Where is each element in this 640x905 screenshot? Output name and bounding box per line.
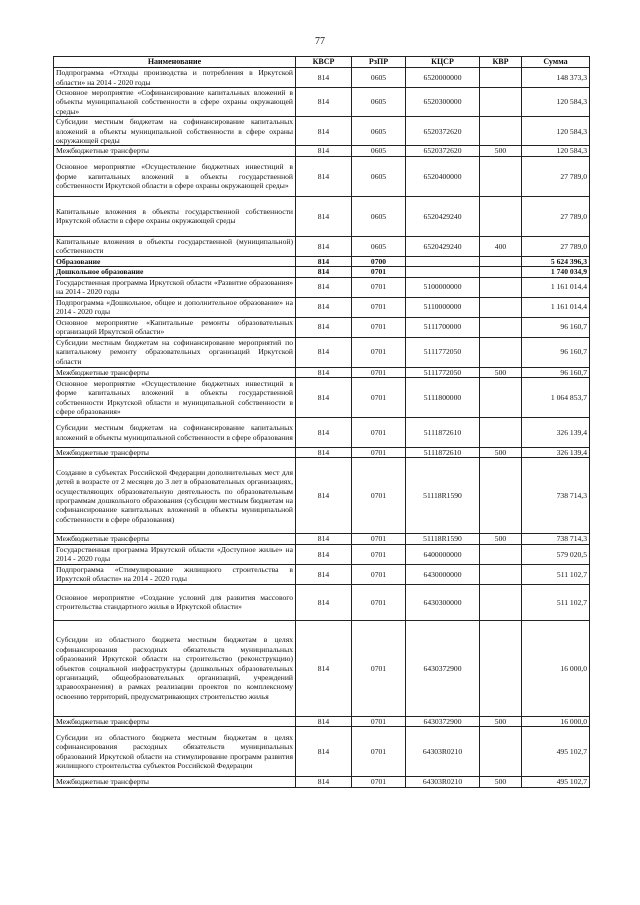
cell-kvsr: 814 [296,418,352,448]
cell-rzpr: 0701 [352,277,406,297]
cell-kvsr: 814 [296,68,352,88]
table-row [54,584,590,620]
table-row [54,448,590,458]
cell-kcsr: 51118R1590 [406,534,480,544]
cell-name: Основное мероприятие «Софинансирование капитальных вложений в объекты муниципальной собственности в сфере охраны окружающей среды» [54,88,296,117]
cell-sum: 16 000,0 [522,716,590,726]
header-kvr: КВР [480,57,522,68]
cell-kcsr: 64303R0210 [406,777,480,787]
header-kcsr: КЦСР [406,57,480,68]
cell-rzpr: 0605 [352,156,406,196]
cell-sum: 326 139,4 [522,448,590,458]
cell-kvr [480,458,522,534]
cell-kcsr: 5100000000 [406,277,480,297]
cell-name: Капитальные вложения в объекты государственной (муниципальной) собственности [54,236,296,256]
cell-name: Образование [54,256,296,266]
table-body [54,68,590,788]
cell-rzpr: 0605 [352,117,406,146]
cell-sum: 96 160,7 [522,337,590,367]
cell-kvr [480,267,522,277]
cell-kvr [480,337,522,367]
cell-name: Межбюджетные трансферты [54,448,296,458]
cell-kvsr: 814 [296,367,352,377]
cell-rzpr: 0701 [352,448,406,458]
cell-kvr [480,88,522,117]
cell-name: Государственная программа Иркутской области «Развитие образования» на 2014 - 2020 годы [54,277,296,297]
table-row [54,277,590,297]
cell-kvr [480,156,522,196]
cell-kvr [480,564,522,584]
cell-rzpr: 0701 [352,564,406,584]
cell-kvr [480,117,522,146]
cell-sum: 1 161 014,4 [522,297,590,317]
table-row [54,256,590,266]
cell-sum: 120 584,3 [522,146,590,156]
cell-sum: 738 714,3 [522,458,590,534]
cell-rzpr: 0701 [352,317,406,337]
table-row [54,236,590,256]
cell-kcsr: 6520372620 [406,117,480,146]
table-row [54,418,590,448]
cell-kvr [480,620,522,716]
cell-sum: 27 789,0 [522,236,590,256]
cell-kcsr: 5111800000 [406,378,480,418]
cell-kcsr: 5111700000 [406,317,480,337]
cell-name: Основное мероприятие «Осуществление бюджетных инвестиций в форме капитальных вложений в объекты государственной собственности Иркутской области и муниципальной собственности в сфере образования» [54,378,296,418]
cell-kvsr: 814 [296,277,352,297]
table-row [54,534,590,544]
cell-name: Основное мероприятие «Создание условий для развития массового строительства стандартного жилья в Иркутской области» [54,584,296,620]
cell-sum: 738 714,3 [522,534,590,544]
cell-kvsr: 814 [296,727,352,777]
cell-kvsr: 814 [296,146,352,156]
cell-rzpr: 0605 [352,88,406,117]
cell-kcsr: 6520372620 [406,146,480,156]
cell-sum: 5 624 396,3 [522,256,590,266]
cell-name: Межбюджетные трансферты [54,534,296,544]
cell-kvsr: 814 [296,564,352,584]
cell-kvsr: 814 [296,297,352,317]
table-row [54,727,590,777]
cell-kvr: 500 [480,777,522,787]
table-row [54,88,590,117]
cell-kcsr: 6520429240 [406,196,480,236]
table-row [54,716,590,726]
cell-sum: 1 161 014,4 [522,277,590,297]
budget-table [53,56,590,788]
cell-kvr [480,277,522,297]
cell-name: Создание в субъектах Российской Федерации дополнительных мест для детей в возрасте от 2 месяцев до 3 лет в образовательных организациях, осуществляющих образовательную деятельность по образовательным программам дошкольного образования (субсидии местным бюджетам на софинансирование капитальных вложений в объекты муниципальной собственности в сфере образования) [54,458,296,534]
cell-sum: 27 789,0 [522,156,590,196]
cell-kcsr: 5110000000 [406,297,480,317]
cell-rzpr: 0701 [352,418,406,448]
cell-name: Подпрограмма «Стимулирование жилищного строительства в Иркутской области» на 2014 - 2020 годы [54,564,296,584]
cell-kvsr: 814 [296,117,352,146]
cell-sum: 148 373,3 [522,68,590,88]
cell-kvr [480,297,522,317]
cell-kvr: 500 [480,716,522,726]
cell-name: Субсидии местным бюджетам на софинансирование капитальных вложений в объекты муниципальной собственности в сфере образования [54,418,296,448]
table-row [54,544,590,564]
cell-kvsr: 814 [296,317,352,337]
table-row [54,68,590,88]
cell-kvr: 500 [480,448,522,458]
cell-kcsr: 6520000000 [406,68,480,88]
cell-kvr [480,256,522,266]
cell-kvsr: 814 [296,236,352,256]
cell-kvsr: 814 [296,620,352,716]
cell-kvsr: 814 [296,267,352,277]
cell-sum: 96 160,7 [522,367,590,377]
cell-kvsr: 814 [296,88,352,117]
cell-kvsr: 814 [296,378,352,418]
cell-kvr: 400 [480,236,522,256]
cell-kvr: 500 [480,367,522,377]
cell-sum: 120 584,3 [522,117,590,146]
cell-kvsr: 814 [296,544,352,564]
cell-rzpr: 0701 [352,297,406,317]
table-row [54,378,590,418]
cell-kcsr: 5111772050 [406,367,480,377]
cell-kcsr: 6430000000 [406,564,480,584]
header-rzpr: РзПР [352,57,406,68]
cell-kvr [480,544,522,564]
cell-kvsr: 814 [296,196,352,236]
table-row [54,564,590,584]
cell-name: Субсидии из областного бюджета местным бюджетам в целях софинансирования расходных обязательств муниципальных образований Иркутской области на стимулирование программ развития жилищного строительства субъектов Российской Федерации [54,727,296,777]
cell-kvsr: 814 [296,584,352,620]
cell-rzpr: 0701 [352,716,406,726]
cell-rzpr: 0701 [352,534,406,544]
cell-sum: 120 584,3 [522,88,590,117]
cell-rzpr: 0701 [352,337,406,367]
table-row [54,117,590,146]
cell-name: Капитальные вложения в объекты государственной собственности Иркутской области в сфере охраны окружающей среды [54,196,296,236]
cell-name: Подпрограмма «Отходы производства и потребления в Иркутской области» на 2014 - 2020 годы [54,68,296,88]
table-header-row [54,57,590,68]
cell-rzpr: 0701 [352,267,406,277]
table-row [54,458,590,534]
cell-kcsr: 6430372900 [406,620,480,716]
cell-kvsr: 814 [296,337,352,367]
cell-name: Основное мероприятие «Капитальные ремонты образовательных организаций Иркутской области» [54,317,296,337]
cell-sum: 326 139,4 [522,418,590,448]
cell-sum: 16 000,0 [522,620,590,716]
cell-name: Межбюджетные трансферты [54,716,296,726]
table-row [54,367,590,377]
cell-rzpr: 0701 [352,777,406,787]
table-row [54,620,590,716]
cell-rzpr: 0605 [352,196,406,236]
table-row [54,297,590,317]
table-row [54,156,590,196]
cell-name: Субсидии местным бюджетам на софинансирование капитальных вложений в объекты муниципальной собственности в сфере охраны окружающей среды [54,117,296,146]
cell-rzpr: 0605 [352,236,406,256]
cell-kvsr: 814 [296,777,352,787]
cell-kcsr: 6520429240 [406,236,480,256]
cell-sum: 511 102,7 [522,584,590,620]
table-row [54,777,590,787]
cell-kcsr: 5111872610 [406,448,480,458]
cell-kvsr: 814 [296,448,352,458]
table-row [54,337,590,367]
table-row [54,317,590,337]
cell-kvr [480,378,522,418]
header-name: Наименование [54,57,296,68]
cell-rzpr: 0701 [352,458,406,534]
cell-kcsr: 6520300000 [406,88,480,117]
cell-rzpr: 0701 [352,367,406,377]
cell-rzpr: 0701 [352,378,406,418]
cell-kcsr: 64303R0210 [406,727,480,777]
cell-kcsr: 6520400000 [406,156,480,196]
cell-sum: 579 020,5 [522,544,590,564]
cell-rzpr: 0701 [352,620,406,716]
cell-sum: 96 160,7 [522,317,590,337]
cell-kcsr: 5111772050 [406,337,480,367]
header-sum: Сумма [522,57,590,68]
cell-kcsr: 51118R1590 [406,458,480,534]
cell-rzpr: 0701 [352,544,406,564]
cell-kvr [480,418,522,448]
cell-rzpr: 0605 [352,68,406,88]
cell-kvr [480,584,522,620]
cell-name: Государственная программа Иркутской области «Доступное жилье» на 2014 - 2020 годы [54,544,296,564]
page-number: 77 [315,36,325,47]
header-kvsr: КВСР [296,57,352,68]
cell-kvr [480,727,522,777]
cell-name: Подпрограмма «Дошкольное, общее и дополнительное образование» на 2014 - 2020 годы [54,297,296,317]
cell-kvsr: 814 [296,458,352,534]
table-row [54,267,590,277]
cell-kvsr: 814 [296,156,352,196]
cell-kvsr: 814 [296,716,352,726]
cell-sum: 1 740 034,9 [522,267,590,277]
cell-kvr: 500 [480,534,522,544]
table-row [54,146,590,156]
cell-name: Межбюджетные трансферты [54,146,296,156]
cell-kvr [480,317,522,337]
cell-rzpr: 0701 [352,727,406,777]
cell-rzpr: 0605 [352,146,406,156]
cell-name: Дошкольное образование [54,267,296,277]
cell-kvsr: 814 [296,256,352,266]
cell-kvr: 500 [480,146,522,156]
cell-kcsr [406,267,480,277]
cell-name: Субсидии из областного бюджета местным бюджетам в целях софинансирования расходных обязательств муниципальных образований Иркутской области на строительство (реконструкцию) объектов социальной инфраструктуры (дошкольных образовательных организаций, общеобразовательных организаций, учреждений здравоохранения) в рамках реализации проектов по комплексному освоению территорий, предусматривающих строительство жилья [54,620,296,716]
cell-kcsr: 5111872610 [406,418,480,448]
cell-kcsr: 6400000000 [406,544,480,564]
cell-name: Межбюджетные трансферты [54,367,296,377]
cell-kcsr: 6430372900 [406,716,480,726]
cell-kcsr: 6430300000 [406,584,480,620]
cell-sum: 27 789,0 [522,196,590,236]
table-row [54,196,590,236]
cell-name: Субсидии местным бюджетам на софинансирование мероприятий по капитальному ремонту образовательных организаций Иркутской области [54,337,296,367]
cell-kvsr: 814 [296,534,352,544]
cell-sum: 511 102,7 [522,564,590,584]
cell-sum: 495 102,7 [522,777,590,787]
cell-kvr [480,196,522,236]
cell-kcsr [406,256,480,266]
cell-rzpr: 0701 [352,584,406,620]
cell-sum: 495 102,7 [522,727,590,777]
cell-kvr [480,68,522,88]
cell-sum: 1 064 853,7 [522,378,590,418]
cell-name: Межбюджетные трансферты [54,777,296,787]
cell-rzpr: 0700 [352,256,406,266]
cell-name: Основное мероприятие «Осуществление бюджетных инвестиций в форме капитальных вложений в объекты государственной собственности Иркутской области в сфере охраны окружающей среды» [54,156,296,196]
